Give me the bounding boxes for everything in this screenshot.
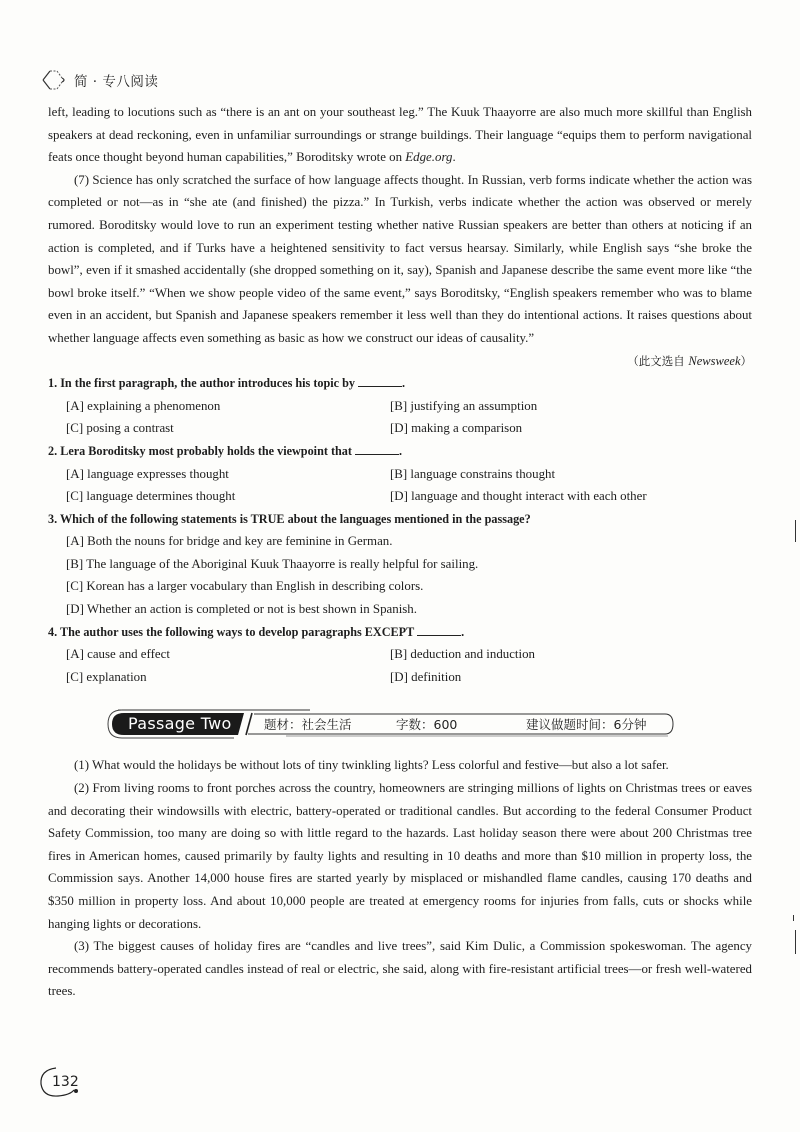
banner-topic: 题材：社会生活: [264, 717, 352, 733]
question-1-option-d[interactable]: [D] making a comparison: [390, 421, 523, 436]
question-3: [48, 508, 752, 621]
question-1: 1. In the first paragraph, the author introduces his topic by . [A] explaining a phenomenon [B] justifying an assumption [C] posing a contrast [D] making a comparison: [48, 372, 752, 440]
book-logo-icon: [40, 68, 70, 92]
page-number: 132: [52, 1074, 79, 1090]
answer-blank: [417, 623, 461, 636]
question-1-option-c[interactable]: [C] posing a contrast: [66, 421, 174, 436]
header-title: 简 · 专八阅读: [74, 74, 159, 90]
answer-blank: [355, 442, 399, 455]
answer-blank: [358, 374, 402, 387]
question-3-option-d[interactable]: [D] Whether an action is completed or not is best shown in Spanish.: [66, 602, 417, 617]
question-4-option-d[interactable]: [D] definition: [390, 669, 462, 684]
question-3-option-a[interactable]: [A] Both the nouns for bridge and key are feminine in German.: [66, 534, 393, 549]
question-4-stem: 4. The author uses the following ways to develop paragraphs EXCEPT: [48, 624, 415, 639]
question-2-stem: 2. Lera Boroditsky most probably holds the viewpoint that: [48, 443, 352, 458]
question-1-stem: 1. In the first paragraph, the author introduces his topic by: [48, 376, 355, 391]
passage-two-para-3: (3) The biggest causes of holiday fires are “candles and live trees”, said Kim Dulic, a Commission spokeswoman. The agency recommends battery-operated candles instead of real or electric, she said, along with fire-resistant artificial trees—or fresh well-watered trees.: [48, 939, 752, 999]
source-citation: （此文选自 Newsweek）: [627, 353, 752, 368]
margin-mark: [793, 915, 794, 921]
question-4-option-a[interactable]: [A] cause and effect: [66, 647, 170, 662]
passage-one-continued: left, leading to locutions such as “there is an ant on your southeast leg.” The Kuuk Thaayorre are also much more skillful than English speakers at dead reckoning, even in unfamiliar surroundings or strange buildings. Their language “equips them to perform navigational feats once thought beyond human capabilities,” Boroditsky wrote on Edge.org.: [48, 105, 752, 165]
banner-suggested-time: 建议做题时间：6分钟: [526, 717, 647, 733]
passage-two-title: Passage Two: [128, 714, 232, 734]
passage-two-banner: [48, 702, 752, 748]
question-4-option-b[interactable]: [B] deduction and induction: [390, 647, 535, 662]
edge-org-link-text: Edge.org: [405, 150, 453, 165]
question-2-option-a[interactable]: [A] language expresses thought: [66, 466, 229, 481]
page-content: [48, 101, 752, 1003]
question-3-stem: 3. Which of the following statements is TRUE about the languages mentioned in the passage?: [48, 511, 531, 526]
question-2-option-d[interactable]: [D] language and thought interact with each other: [390, 489, 647, 504]
margin-mark: [795, 930, 796, 954]
page-header: [40, 68, 158, 92]
passage-two-para-1: (1) What would the holidays be without lots of tiny twinkling lights? Less colorful and festive—but also a lot safer.: [74, 758, 669, 773]
question-2-option-c[interactable]: [C] language determines thought: [66, 489, 236, 504]
question-2-option-b[interactable]: [B] language constrains thought: [390, 466, 556, 481]
margin-mark: [795, 520, 796, 542]
passage-two-para-2: (2) From living rooms to front porches across the country, homeowners are stringing millions of lights on Christmas trees or eaves and decorating their windowsills with electric, battery-operated or traditional candles. But according to the federal Consumer Product Safety Commission, too many are doing so with little regard to the hazards. Last holiday season there were about 200 Christmas tree fires in American homes, caused primarily by faulty lights and resulting in 10 deaths and more than $10 million in property loss, the Commission says. Another 14,000 house fires are started yearly by misplaced or mishandled flame candles, causing 170 deaths and $350 million in property loss. And about 10,000 people are treated at emergency rooms for injuries from falls, cuts or shocks while hanging lights or decorations.: [48, 781, 752, 931]
question-1-option-a[interactable]: [A] explaining a phenomenon: [66, 398, 221, 413]
question-2: 2. Lera Boroditsky most probably holds the viewpoint that . [A] language expresses thought [B] language constrains thought [C] language determines thought [D] language and thought interact with each other: [48, 440, 752, 508]
question-3-option-b[interactable]: [B] The language of the Aboriginal Kuuk Thaayorre is really helpful for sailing.: [66, 556, 479, 571]
banner-word-count: 字数：600: [396, 717, 458, 733]
question-3-option-c[interactable]: [C] Korean has a larger vocabulary than English in describing colors.: [66, 579, 424, 594]
question-1-option-b[interactable]: [B] justifying an assumption: [390, 398, 538, 413]
question-4-option-c[interactable]: [C] explanation: [66, 669, 147, 684]
question-4: 4. The author uses the following ways to develop paragraphs EXCEPT . [A] cause and effect [B] deduction and induction [C] explanation [D] definition: [48, 621, 752, 689]
passage-one-para-7: (7) Science has only scratched the surface of how language affects thought. In Russian, verb forms indicate whether the action was completed or not—as in “she ate (and finished) the pizza.” In Turkish, verbs indicate whether the action was observed or merely rumored. Boroditsky would love to run an experiment testing whether native Russian speakers are better than others at noticing if an action is completed, and if Turks have a heightened sensitivity to fact versus hearsay. Similarly, while English says “she broke the bowl”, even if it smashed accidentally (she dropped something on it, say), Spanish and Japanese describe the same event more like “the bowl broke itself.” “When we show people video of the same event,” says Boroditsky, “English speakers remember who was to blame even in an accident, but Spanish and Japanese speakers remember it less well than they do intentional actions. It raises questions about whether language affects even something as basic as how we construct our ideas of causality.”: [48, 172, 752, 345]
